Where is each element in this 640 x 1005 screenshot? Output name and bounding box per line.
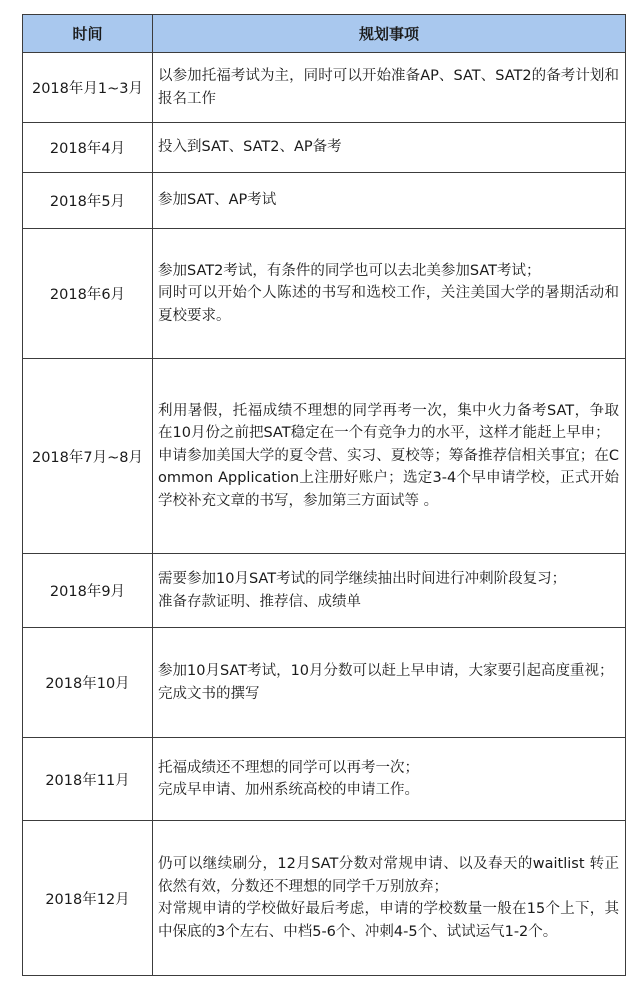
table-row <box>23 628 626 738</box>
table-body <box>23 53 626 976</box>
item-line: 利用暑假，托福成绩不理想的同学再考一次，集中火力备考SAT，争取在10月份之前把SAT稳定在一个有竞争力的水平，这样才能赶上早申； <box>158 402 619 442</box>
plan-table <box>22 14 626 976</box>
item-line: 托福成绩还不理想的同学可以再考一次； <box>158 759 419 776</box>
item-line: 投入到SAT、SAT2、AP备考 <box>158 139 342 156</box>
table-row <box>23 359 626 554</box>
table-row <box>23 821 626 976</box>
item-line: 参加SAT2考试，有条件的同学也可以去北美参加SAT考试； <box>158 262 541 279</box>
item-cell <box>153 628 626 738</box>
item-line: 需要参加10月SAT考试的同学继续抽出时间进行冲刺阶段复习； <box>158 571 567 587</box>
item-line: 以参加托福考试为主，同时可以开始准备AP、SAT、SAT2的备考计划和报名工作 <box>158 68 619 107</box>
item-cell <box>153 554 626 628</box>
header-plan-item: 规划事项 <box>153 15 626 53</box>
item-cell <box>153 53 626 123</box>
header-row <box>23 15 626 53</box>
time-cell: 2018年10月 <box>23 628 153 738</box>
time-cell: 2018年5月 <box>23 173 153 229</box>
time-cell: 2018年9月 <box>23 554 153 628</box>
item-cell <box>153 173 626 229</box>
item-line: 仍可以继续刷分，12月SAT分数对常规申请、以及春天的waitlist 转正依然有效，分数还不理想的同学千万别放弃； <box>158 856 619 895</box>
item-line: 参加10月SAT考试，10月分数可以赶上早申请，大家要引起高度重视； <box>158 663 614 679</box>
table-row <box>23 554 626 628</box>
header-time: 时间 <box>23 15 153 53</box>
time-cell: 2018年7月~8月 <box>23 359 153 554</box>
table-row <box>23 738 626 821</box>
time-cell: 2018年6月 <box>23 229 153 359</box>
time-cell: 2018年12月 <box>23 821 153 976</box>
item-cell <box>153 738 626 821</box>
item-line: 完成早申请、加州系统高校的申请工作。 <box>158 782 419 798</box>
table-row <box>23 229 626 359</box>
item-cell <box>153 123 626 173</box>
item-cell <box>153 359 626 554</box>
time-cell: 2018年11月 <box>23 738 153 821</box>
item-line: 同时可以开始个人陈述的书写和选校工作，关注美国大学的暑期活动和夏校要求。 <box>158 285 619 324</box>
table-row <box>23 123 626 173</box>
item-line: 完成文书的撰写 <box>158 685 260 702</box>
table-row <box>23 53 626 123</box>
time-cell: 2018年4月 <box>23 123 153 173</box>
item-cell <box>153 229 626 359</box>
table-row <box>23 173 626 229</box>
item-line: 参加SAT、AP考试 <box>158 192 277 209</box>
item-line: 申请参加美国大学的夏令营、实习、夏校等；筹备推荐信相关事宜；在Common Application上注册好账户；选定3-4个早申请学校，正式开始学校补充文章的书写，参加第三方面试等 。 <box>158 447 619 509</box>
item-line: 对常规申请的学校做好最后考虑，申请的学校数量一般在15个上下，其中保底的3个左右、中档5-6个、冲刺4-5个、试试运气1-2个。 <box>158 901 619 940</box>
item-cell <box>153 821 626 976</box>
item-line: 准备存款证明、推荐信、成绩单 <box>158 593 361 610</box>
time-cell: 2018年月1~3月 <box>23 53 153 123</box>
